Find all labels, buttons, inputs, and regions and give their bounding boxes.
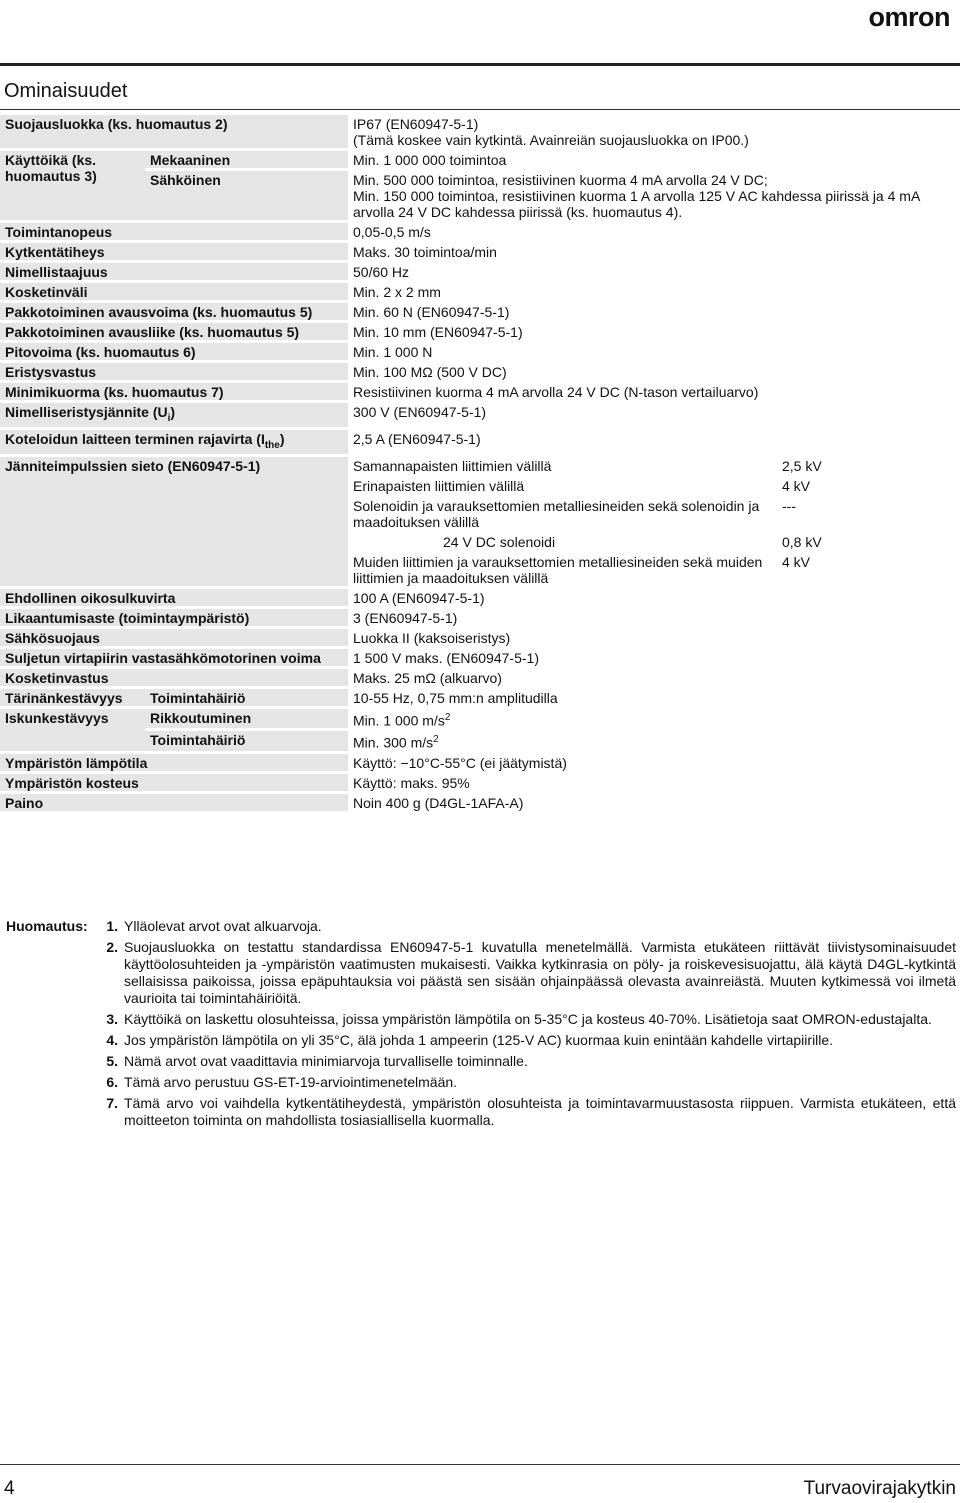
list-item: 4. Jos ympäristön lämpötila on yli 35°C, älä johda 1 ampeerin (125-V AC) kuormaa kuin enintään kahdelle virtapiirille.	[106, 1032, 834, 1048]
spec-value: Min. 1 000 000 toimintoa	[348, 151, 960, 168]
spec-value: 50/60 Hz	[348, 263, 960, 280]
spec-sublabel: Toimintahäiriö	[145, 731, 348, 751]
table-row	[0, 403, 960, 427]
spec-sublabel: Mekaaninen	[145, 151, 348, 168]
table-row	[0, 283, 960, 300]
spec-label: Tärinänkestävyys	[0, 689, 145, 706]
table-row	[0, 151, 960, 168]
spec-value: 4 kV	[777, 477, 960, 494]
table-row	[0, 589, 960, 606]
spec-value: 1 500 V maks. (EN60947-5-1)	[348, 649, 960, 666]
spec-label: Toimintanopeus	[0, 223, 348, 240]
spec-label: Ympäristön kosteus	[0, 774, 348, 791]
spec-value: Min. 1 000 N	[348, 343, 960, 360]
spec-table	[0, 112, 960, 814]
spec-sublabel: Rikkoutuminen	[145, 709, 348, 729]
table-row	[0, 115, 960, 148]
spec-label: Nimelliseristysjännite $(U_i)$	[0, 403, 348, 427]
spec-label: Likaantumisaste (toimintaympäristö)	[0, 609, 348, 626]
table-row	[0, 223, 960, 240]
spec-label: Paino	[0, 794, 348, 811]
spec-label: Kosketinvastus	[0, 669, 348, 686]
spec-value: ---	[777, 497, 960, 530]
spec-value: Min. 10 mm (EN60947-5-1)	[348, 323, 960, 340]
footer-rule	[0, 1464, 960, 1465]
omron-logo: omron	[868, 2, 950, 32]
spec-label: Eristysvastus	[0, 363, 348, 380]
notes-section	[6, 918, 956, 1133]
spec-label: Pakkotoiminen avausliike (ks. huomautus 5)	[0, 323, 348, 340]
list-item: 6. Tämä arvo perustuu GS-ET-19-arviointimenetelmään.	[106, 1074, 458, 1090]
table-row	[0, 363, 960, 380]
spec-label: Koteloidun laitteen terminen rajavirta $(I_{the})$	[0, 430, 348, 454]
spec-value: IP67 (EN60947-5-1) (Tämä koskee vain kytkintä. Avainreiän suojausluokka on IP00.)	[348, 115, 960, 148]
notes-heading: Huomautus:	[6, 918, 88, 934]
spec-label: Käyttöikä (ks. huomautus 3)	[0, 151, 145, 220]
spec-label: Pakkotoiminen avausvoima (ks. huomautus 5)	[0, 303, 348, 320]
spec-label: Ympäristön lämpötila	[0, 754, 348, 771]
spec-value: Erinapaisten liittimien välillä	[348, 477, 777, 494]
spec-value: 3 (EN60947-5-1)	[348, 609, 960, 626]
section-title: Ominaisuudet	[4, 80, 128, 102]
list-item: 2. Suojausluokka on testattu standardissa EN60947-5-1 kuvatulla menetelmällä. Varmista etukäteen riittävät tiivistysominaisuudet käyttöolosuhteiden ja -ympäristön vaatimusten mukaisesti. Vaikka kytkinrasia on pöly- ja roiskevesisuojattu, älä käytä D4GL-kytkintä sellaisissa paikoissa, joissa epäpuhtauksia voi päästä sen sisään ohjainpäässä olevasta avainreiästä. Muuten kytkimessä voi ilmetä vaurioita tai toimintahäiriöitä.	[106, 939, 956, 1006]
section-rule	[0, 109, 960, 110]
spec-value: Min. 1 000 $m/s^2$	[348, 709, 960, 729]
table-row	[0, 629, 960, 646]
spec-value: 2,5 A (EN60947-5-1)	[348, 430, 960, 454]
spec-value: 2,5 kV	[777, 457, 960, 474]
spec-label: Suljetun virtapiirin vastasähkömotorinen voima	[0, 649, 348, 666]
table-row	[0, 303, 960, 320]
list-item: Huomautus: 1. Ylläolevat arvot ovat alkuarvoja.	[6, 918, 322, 934]
spec-value: Käyttö: maks. 95%	[348, 774, 960, 791]
table-row	[0, 754, 960, 771]
top-rule	[0, 63, 960, 66]
table-row	[0, 669, 960, 686]
spec-value: Min. 60 N (EN60947-5-1)	[348, 303, 960, 320]
spec-value: 10-55 Hz, 0,75 mm:n amplitudilla	[348, 689, 960, 706]
spec-value: Maks. 30 toimintoa/min	[348, 243, 960, 260]
spec-value: Min. 2 x 2 mm	[348, 283, 960, 300]
spec-label: Ehdollinen oikosulkuvirta	[0, 589, 348, 606]
table-row	[0, 649, 960, 666]
list-item: 5. Nämä arvot ovat vaadittavia minimiarvoja turvalliselle toiminnalle.	[106, 1053, 528, 1069]
spec-value: 0,8 kV	[777, 533, 960, 550]
spec-value: Käyttö: −10°C-55°C (ei jäätymistä)	[348, 754, 960, 771]
spec-value: Min. 500 000 toimintoa, resistiivinen kuorma 4 mA arvolla 24 V DC; Min. 150 000 toimintoa, resistiivinen kuorma 1 A arvolla 125 V AC kahdessa piirissä ja 4 mA arvolla 24 V DC kahdessa piirissä (ks. huomautus 4).	[348, 171, 960, 220]
spec-value: Min. 100 MΩ (500 V DC)	[348, 363, 960, 380]
table-row	[0, 774, 960, 791]
spec-label: Suojausluokka (ks. huomautus 2)	[0, 115, 348, 148]
table-row	[0, 243, 960, 260]
spec-sublabel: Sähköinen	[145, 171, 348, 220]
table-row	[0, 430, 960, 454]
spec-value: 0,05-0,5 m/s	[348, 223, 960, 240]
table-row	[0, 794, 960, 811]
spec-value: Noin 400 g (D4GL-1AFA-A)	[348, 794, 960, 811]
spec-value: Resistiivinen kuorma 4 mA arvolla 24 V DC (N-tason vertailuarvo)	[348, 383, 960, 400]
spec-label: Kosketinväli	[0, 283, 348, 300]
spec-value: 300 V (EN60947-5-1)	[348, 403, 960, 427]
spec-value: Maks. 25 mΩ (alkuarvo)	[348, 669, 960, 686]
spec-value: 100 A (EN60947-5-1)	[348, 589, 960, 606]
table-row	[0, 343, 960, 360]
spec-value: Samannapaisten liittimien välillä	[348, 457, 777, 474]
spec-sublabel: Toimintahäiriö	[145, 689, 348, 706]
spec-label: Pitovoima (ks. huomautus 6)	[0, 343, 348, 360]
table-row	[0, 383, 960, 400]
table-row	[0, 609, 960, 626]
list-item: 3. Käyttöikä on laskettu olosuhteissa, joissa ympäristön lämpötila on 5-35°C ja kosteus 40-70%. Lisätietoja saat OMRON-edustajalta.	[106, 1011, 932, 1027]
spec-value: Min. 300 $m/s^2$	[348, 731, 960, 751]
table-row	[0, 457, 960, 474]
document-title: Turvaovirajakytkin	[803, 1478, 956, 1499]
page-number: 4	[4, 1478, 15, 1499]
spec-value: Solenoidin ja varauksettomien metalliesineiden sekä solenoidin ja maadoituksen välillä	[348, 497, 777, 530]
spec-label: Jänniteimpulssien sieto (EN60947-5-1)	[0, 457, 348, 586]
table-row	[0, 263, 960, 280]
spec-value: 4 kV	[777, 553, 960, 586]
list-item: 7. Tämä arvo voi vaihdella kytkentätiheydestä, ympäristön olosuhteista ja toimintavarmuustasosta riippuen. Varmista etukäteen, että moitteeton toiminta on mahdollista tosiasiallisella kuormalla.	[106, 1095, 956, 1128]
spec-label: Minimikuorma (ks. huomautus 7)	[0, 383, 348, 400]
spec-label: Sähkösuojaus	[0, 629, 348, 646]
table-row	[0, 689, 960, 706]
spec-value: Luokka II (kaksoiseristys)	[348, 629, 960, 646]
table-row	[0, 323, 960, 340]
table-row	[0, 709, 960, 729]
spec-label: Kytkentätiheys	[0, 243, 348, 260]
spec-label: Nimellistaajuus	[0, 263, 348, 280]
spec-value: 24 V DC solenoidi	[348, 533, 777, 550]
spec-label: Iskunkestävyys	[0, 709, 145, 751]
spec-value: Muiden liittimien ja varauksettomien metalliesineiden sekä muiden liittimien ja maadoituksen välillä	[348, 553, 777, 586]
